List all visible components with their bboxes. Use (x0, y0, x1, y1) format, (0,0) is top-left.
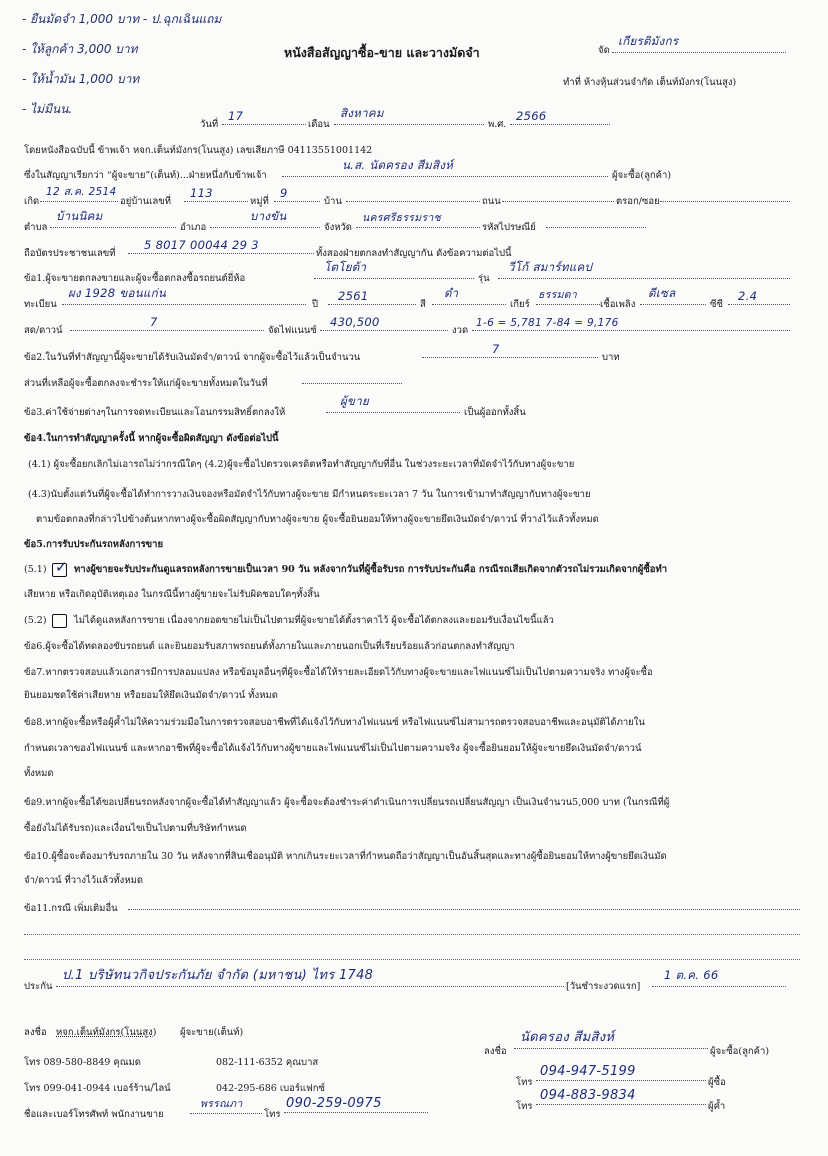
reg-field (62, 286, 306, 305)
buyer-name: น.ส. นัดครอง สีมสิงห์ (342, 158, 454, 172)
color-label: สี (420, 299, 426, 310)
house-label: อยู่บ้านเลขที่ (120, 196, 171, 207)
buyer-sign-role: ผู้จะซื้อ(ลูกค้า) (710, 1046, 770, 1057)
amphoe-value: บางขัน (250, 209, 287, 223)
check-mark-icon: ✓ (55, 557, 68, 576)
seller-sign-name: หจก.เต็นท์มังกร(โนนสูง) (56, 1027, 157, 1038)
tambon-label: ตำบล (24, 222, 48, 233)
clause-1-label: ข้อ1.ผู้จะขายตกลงขายและผู้จะซื้อตกลงซื้อรถยนต์ยี่ห้อ (24, 273, 246, 284)
clause-8c: ทั้งหมด (24, 768, 54, 779)
blank-line-2 (24, 958, 800, 960)
place-text: ทำที่ ห้างหุ้นส่วนจำกัด เต็นท์มังกร(โนนสูง) (563, 77, 737, 88)
buyer-suffix: ผู้จะซื้อ(ลูกค้า) (612, 170, 672, 181)
guar-tel-role: ผู้ค้ำ (708, 1101, 726, 1112)
sales-tel-field (284, 1096, 428, 1113)
sales-tel-label: โทร (264, 1109, 281, 1120)
model-field (498, 260, 790, 279)
contact-3: โทร 099-041-0944 เบอร์ร้าน/ไลน์ (24, 1083, 171, 1094)
guar-tel-field (536, 1088, 706, 1105)
moo-field (274, 186, 320, 202)
guar-tel: 094-883-9834 (540, 1088, 636, 1103)
at-label: จัด (598, 45, 610, 56)
memo-line-4: - ไม่มีนน. (22, 102, 73, 116)
buyer-sign-field (514, 1030, 708, 1049)
buyer-tel: 094-947-5199 (540, 1064, 636, 1079)
finance-label: จัดไฟแนนซ์ (268, 325, 317, 336)
sales-tel: 090-259-0975 (286, 1096, 382, 1111)
guar-tel-label: โทร (516, 1101, 533, 1112)
clause-4-3a: (4.3)นับตั้งแต่วันที่ผู้จะซื้อได้ทำการวางเงินจองหรือมัดจำไว้กับทางผู้จะขาย มีกำหนดระยะเวลา 7 วัน ในการเข้ามาทำสัญญากับทางผู้จะขาย (28, 489, 591, 500)
clause-5-1b: เสียหาย หรือเกิดอุบัติเหตุเอง ในกรณีนี้ทางผู้ขายจะไม่รับผิดชอบใดๆทั้งสิ้น (24, 589, 320, 600)
reg-label: ทะเบียน (24, 299, 57, 310)
house-field (184, 186, 248, 202)
id-field (128, 238, 314, 254)
clause-11-field (128, 897, 800, 910)
intro-line-1: โดยหนังสือฉบับนี้ ข้าพเจ้า หจก.เต็นท์มังกร(โนนสูง) เลขเสียภาษี 04113551001142 (24, 145, 373, 156)
fuel-field (640, 286, 706, 305)
year-value: 2566 (516, 109, 547, 123)
contact-1: โทร 089-580-8849 คุณมด (24, 1057, 141, 1068)
install-label: งวด (452, 325, 469, 336)
sales-name: พรรณภา (200, 1098, 243, 1110)
gear-value: ธรรมดา (538, 289, 578, 301)
buyer-tel-role: ผู้ซื้อ (708, 1077, 726, 1088)
first-payment-value: 1 ต.ค. 66 (664, 968, 719, 982)
amphoe-label: อำเภอ (180, 222, 207, 233)
contact-2: 082-111-6352 คุณบาส (216, 1057, 319, 1068)
color-value: ดำ (444, 286, 459, 300)
sales-name-field (190, 1098, 262, 1114)
buyer-tel-field (536, 1064, 706, 1081)
remaining-date-field (302, 371, 402, 384)
clause-9b: ซื้อยังไม่ได้รับรถ)และเงื่อนไขเป็นไปตามที่บริษัทกำหนด (24, 823, 247, 834)
day-field (222, 109, 306, 125)
fee-payer-field (326, 394, 460, 413)
seller-sign-role: ผู้จะขาย(เต็นท์) (180, 1027, 244, 1038)
model-value: วีโก้ สมาร์ทแคป (508, 260, 593, 274)
install-field (472, 318, 790, 331)
memo-line-3: - ให้น้ำมัน 1,000 บาท (22, 72, 140, 86)
gear-label: เกียร์ (510, 299, 530, 310)
id-label: ถือบัตรประชาชนเลขที่ (24, 248, 116, 259)
day-value: 17 (228, 109, 244, 123)
year-v-field (328, 289, 416, 305)
clause-5-2: ไม่ได้ดูแลหลังการขาย เนื่องจากยอดขายไม่เป็นไปตามที่ผู้จะขายได้ตั้งราคาไว้ ผู้จะซื้อได้ตกลงและยอมรับเงื่อนไขนี้แล้ว (74, 615, 554, 626)
clause-7b: ยินยอมชดใช้ค่าเสียหาย หรือยอมให้ยึดเงินมัดจำ/ดาวน์ ทั้งหมด (24, 690, 278, 701)
fuel-value: ดีเซล (648, 286, 676, 300)
clause-5: ข้อ5.การรับประกันรถหลังการขาย (24, 539, 164, 550)
born-value: 12 ส.ค. 2514 (46, 186, 117, 198)
finance-value: 430,500 (330, 315, 380, 329)
install-value: 1-6 = 5,781 7-84 = 9,176 (476, 317, 619, 329)
brand-value: โตโยต้า (324, 260, 367, 274)
gear-field (536, 289, 600, 305)
moo-value: 9 (280, 186, 288, 200)
born-label: เกิด (24, 196, 40, 207)
tax-field (70, 315, 264, 331)
clause-8a: ข้อ8.หากผู้จะซื้อหรือผู้ค้ำไม่ให้ความร่วมมือในการตรวจสอบอาชีพที่ได้แจ้งไว้กับทางไฟแนนซ์ หรือไฟแนนซ์ไม่สามารถตรวจสอบอาชีพและอนุมัติได้ภายใน (24, 717, 645, 728)
memo-line-1: - ยืนมัดจำ 1,000 บาท - ป.ฉุกเฉินแถม (22, 12, 222, 26)
color-field (432, 286, 506, 305)
buyer-sign-label: ลงชื่อ (484, 1046, 507, 1057)
village-field (346, 189, 480, 202)
alley-field (660, 189, 790, 202)
postcode-label: รหัสไปรษณีย์ (482, 222, 536, 233)
clause-4: ข้อ4.ในการทำสัญญาครั้งนี้ หากผู้จะซื้อผิดสัญญา ดังข้อต่อไปนี้ (24, 433, 279, 444)
no-warranty-checkbox[interactable] (52, 610, 70, 629)
year-label: พ.ศ. (488, 119, 507, 130)
clause-8b: กำหนดเวลาของไฟแนนซ์ และหากอาชีพที่ผู้จะซื้อได้แจ้งไว้กับทางผู้ขายและไฟแนนซ์ไม่เป็นไปตามความจริง ผู้จะซื้อยินยอมให้ผู้จะขายยึดเงินมัดจำ/ดาวน์ (24, 743, 642, 754)
moo-label: หมู่ที่ (250, 196, 269, 207)
clause-4-3b: ตามข้อตกลงที่กล่าวไปข้างต้นหากทางผู้จะซื้อผิดสัญญากับทางผู้จะขาย ผู้จะซื้อยินยอมให้ทางผู้จะขายยึดเงินมัดจำ/ดาวน์ ที่วางไว้แล้วทั้งหมด (36, 514, 599, 525)
tambon-value: บ้านนิคม (56, 209, 103, 223)
clause-9a: ข้อ9.หากผู้จะซื้อได้ขอเปลี่ยนรถหลังจากผู้จะซื้อได้ทำสัญญาแล้ว ผู้จะซื้อจะต้องชำระค่าดำเนินการเปลี่ยนรถเปลี่ยนสัญญา เป็นเงินจำนวน5,000 บาท (ในกรณีที่ผู้ (24, 797, 670, 808)
clause-10b: จำ/ดาวน์ ที่วางไว้แล้วทั้งหมด (24, 875, 144, 886)
year-v-value: 2561 (338, 289, 369, 303)
contact-4: 042-295-686 เบอร์แฟกซ์ (216, 1083, 325, 1094)
fee-payer-value: ผู้ขาย (340, 394, 369, 408)
province-value: นครศรีธรรมราช (362, 212, 442, 224)
clause-5-1-num: (5.1) (24, 564, 47, 575)
at-value: เกียรติมังกร (618, 34, 679, 48)
intro-line-2: ซึ่งในสัญญาเรียกว่า “ผู้จะขาย”(เต็นท์)...ฝ่ายหนึ่งกับข้าพเจ้า (24, 170, 267, 181)
house-value: 113 (190, 186, 213, 200)
clause-11: ข้อ11.กรณี เพิ่มเติมอื่น (24, 903, 118, 914)
clause-6: ข้อ6.ผู้จะซื้อได้ทดลองขับรถยนต์ และยินยอมรับสภาพรถยนต์ทั้งภายในและภายนอกเป็นที่เรียบร้อยแล้วก่อนตกลงทำสัญญา (24, 641, 515, 652)
finance-field (320, 315, 448, 331)
deposit-field (422, 342, 598, 358)
cc-label: ซีซี (710, 299, 723, 310)
month-field (334, 106, 484, 125)
deposit-unit: บาท (602, 352, 620, 363)
first-payment-field (652, 968, 786, 987)
day-label: วันที่ (200, 119, 219, 130)
tax-label: สด/ดาวน์ (24, 325, 63, 336)
insurance-value: ป.1 บริษัทนวกิจประกันภัย จำกัด (มหาชน) ไทร 1748 (62, 968, 374, 983)
village-label: บ้าน (324, 196, 342, 207)
at-field (612, 34, 786, 53)
province-label: จังหวัด (324, 222, 352, 233)
sales-label: ชื่อและเบอร์โทรศัพท์ พนักงานขาย (24, 1109, 164, 1120)
clause-2b: ส่วนที่เหลือผู้จะซื้อตกลงจะชำระให้แก่ผู้จะขายทั้งหมดในวันที่ (24, 378, 268, 389)
memo-line-2: - ให้ลูกค้า 3,000 บาท (22, 42, 138, 56)
insurance-label: ประกัน (24, 981, 53, 992)
road-label: ถนน (482, 196, 501, 207)
year-v-label: ปี (312, 299, 319, 310)
seller-sign-label: ลงชื่อ (24, 1027, 47, 1038)
clause-5-2-num: (5.2) (24, 615, 47, 626)
road-field (502, 189, 614, 202)
clause-3-suffix: เป็นผู้ออกทั้งสิ้น (464, 407, 526, 418)
id-suffix: ทั้งสองฝ่ายตกลงทำสัญญากัน ดังข้อความต่อไปนี้ (316, 248, 512, 259)
clause-2: ข้อ2.ในวันที่ทำสัญญานี้ผู้จะขายได้รับเงินมัดจำ/ดาวน์ จากผู้จะซื้อไว้แล้วเป็นจำนวน (24, 352, 361, 363)
clause-7a: ข้อ7.หากตรวจสอบแล้วเอกสารมีการปลอมแปลง หรือข้อมูลอื่นๆที่ผู้จะซื้อได้ให้รายละเอียดไว้กับทางผู้จะขายและไฟแนนซ์ไม่เป็นไปตามความจริง ทางผู้จะซื้อ (24, 667, 653, 678)
brand-field (314, 260, 474, 279)
month-value: สิงหาคม (340, 106, 384, 120)
clause-3: ข้อ3.ค่าใช้จ่ายต่างๆในการจดทะเบียนและโอนกรรมสิทธิ์ตกลงให้ (24, 407, 286, 418)
tax-value: 7 (150, 315, 158, 329)
warranty-90-checkbox[interactable] (52, 559, 70, 578)
reg-value: ผง 1928 ขอนแก่น (68, 286, 166, 300)
id-value: 5 8017 00044 29 3 (144, 238, 259, 252)
month-label: เดือน (308, 119, 330, 130)
tambon-field (50, 209, 176, 228)
first-payment-label: [วันชำระงวดแรก] (566, 981, 641, 992)
year-field (510, 109, 610, 125)
alley-label: ตรอก/ซอย (616, 196, 660, 207)
clause-10a: ข้อ10.ผู้ซื้อจะต้องมารับรถภายใน 30 วัน หลังจากที่สินเชื่ออนุมัติ หากเกินระยะเวลาที่กำหนดถือว่าสัญญาเป็นอันสิ้นสุดและทางผู้ซื้อยินยอมให้ทางผู้ขายยึดเงินมัด (24, 851, 667, 862)
fuel-label: เชื้อเพลิง (600, 299, 636, 310)
deposit-value: 7 (492, 342, 500, 356)
province-field (356, 212, 480, 228)
clause-4-1: (4.1) ผู้จะซื้อยกเลิกไม่เอารถไม่ว่ากรณีใดๆ (4.2)ผู้จะซื้อไปตรวจเครดิตหรือทำสัญญากับที่อื่น ในช่วงระยะเวลาที่มัดจำไว้กับทางผู้จะขาย (28, 459, 575, 470)
insurance-field (56, 968, 564, 987)
document-title: หนังสือสัญญาซื้อ-ขาย และวางมัดจำ (284, 45, 480, 60)
model-label: รุ่น (478, 273, 490, 284)
born-field (40, 186, 118, 202)
buyer-name-field (282, 158, 608, 177)
postcode-field (546, 215, 646, 228)
buyer-tel-label: โทร (516, 1077, 533, 1088)
buyer-signature: นัดครอง สีมสิงห์ (520, 1030, 615, 1045)
clause-5-1a: ทางผู้ขายจะรับประกันดูแลรถหลังการขายเป็นเวลา 90 วัน หลังจากวันที่ผู้ซื้อรับรถ การรับประกันคือ กรณีรถเสียเกิดจากตัวรถไม่รวมเกิดจากผู้ซื้อทำ (74, 564, 668, 575)
blank-line-1 (24, 933, 800, 935)
amphoe-field (210, 209, 320, 228)
cc-value: 2.4 (738, 289, 758, 303)
cc-field (728, 289, 790, 305)
